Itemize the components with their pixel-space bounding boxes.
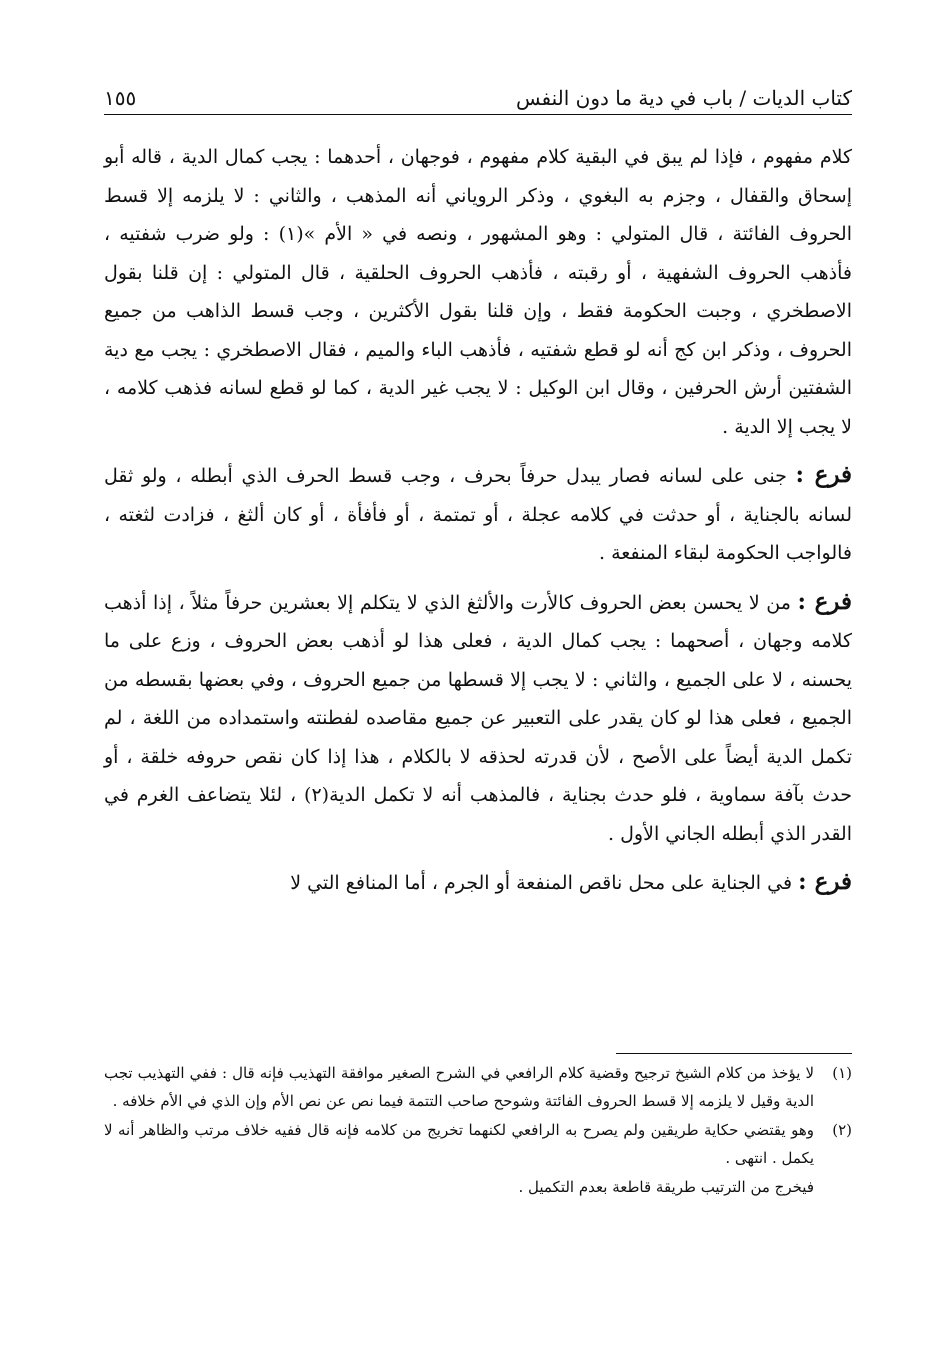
footnote-rule <box>616 1053 852 1054</box>
main-text <box>104 138 852 903</box>
paragraph-2 <box>104 456 852 573</box>
paragraph-4-text: في الجناية على محل ناقص المنفعة أو الجرم ، أما المنافع التي لا <box>290 872 793 894</box>
header-rule <box>104 114 852 115</box>
footnote-2 <box>104 1117 852 1172</box>
footnote-text: وهو يقتضي حكاية طريقين ولم يصرح به الرافعي لكنهما تخريج من كلامه فإنه قال ففيه خلاف مرتب والظاهر أنه لا يكمل . انتهى . <box>104 1121 814 1167</box>
paragraph-2-text: جنى على لسانه فصار يبدل حرفاً بحرف ، وجب قسط الحرف الذي أبطله ، ولو ثقل لسانه بالجناية ، أو حدثت في كلامه عجلة ، أو تمتمة ، أو فأفأة ، أو كان ألثغ ، فزادت لثغته ، فالواجب الحكومة لبقاء المنفعة . <box>104 465 852 564</box>
section-lead-far: فرع : <box>795 461 853 488</box>
paragraph-3 <box>104 583 852 854</box>
running-title: كتاب الديات / باب في دية ما دون النفس <box>516 86 852 110</box>
section-lead-far: فرع : <box>797 587 852 615</box>
paragraph-1: كلام مفهوم ، فإذا لم يبق في البقية كلام مفهوم ، فوجهان ، أحدهما : يجب كمال الدية ، قاله أبو إسحاق والقفال ، وجزم به البغوي ، وذكر الروياني أنه المذهب ، والثاني : لا يلزمه إلا قسط الحروف الفائتة ، قال المتولي : وهو المشهور ، ونصه في « الأم »(١) : ولو ضرب شفتيه ، فأذهب الحروف الشفهية ، أو رقبته ، فأذهب الحروف الحلقية ، قال المتولي : إن قلنا بقول الاصطخري ، وجبت الحكومة فقط ، وإن قلنا بقول الأكثرين ، وجب قسط الذاهب من جميع الحروف ، وذكر ابن كج أنه لو قطع شفتيه ، فأذهب الباء والميم ، فقال الاصطخري : يجب مع دية الشفتين أرش الحرفين ، وقال ابن الوكيل : لا يجب غير الدية ، كما لو قطع لسانه فذهب كلامه ، لا يجب إلا الدية . <box>104 146 852 438</box>
footnote-number: (١) <box>832 1064 852 1082</box>
footnote-text: لا يؤخذ من كلام الشيخ ترجيح وقضية كلام الرافعي في الشرح الصغير موافقة التهذيب فإنه قال : ففي التهذيب تجب الدية وقيل لا يلزمه إلا قسط الحروف الفائتة وشوحح صاحب التتمة فيما نص عن نص الأم وإن الذي في الأم خلافه . <box>104 1064 814 1110</box>
paragraph-4 <box>104 863 852 903</box>
footnote-2-continuation: فيخرج من الترتيب طريقة قاطعة بعدم التكميل . <box>518 1178 814 1196</box>
page-header <box>104 70 852 110</box>
paragraph-3-text: من لا يحسن بعض الحروف كالأرت والألثغ الذي لا يتكلم إلا بعشرين حرفاً مثلاً ، إذا أذهب كلامه وجهان ، أصحهما : يجب كمال الدية ، فعلى هذا لو أذهب بعض الحروف ، وزع على ما يحسنه ، لا على الجميع ، والثاني : لا يجب إلا قسطها من جميع الحروف ، وفي بعضها بقسطه من الجميع ، فعلى هذا لو كان يقدر على التعبير عن جميع مقاصده لفطنته واستمداده من اللغة ، لم تكمل الدية أيضاً على الأصح ، لأن قدرته لحذقه لا بالكلام ، هذا إذا كان نقص حروفه خلقة ، أو حدث بآفة سماوية ، فلو حدث بجناية ، فالمذهب أنه لا تكمل الدية(٢) ، لئلا يتضاعف الغرم في القدر الذي أبطله الجاني الأول . <box>104 591 852 845</box>
section-lead-far: فرع : <box>798 868 852 895</box>
footnote-1 <box>104 1060 852 1115</box>
footnotes <box>104 1060 852 1202</box>
page-number: ١٥٥ <box>104 86 137 110</box>
footnote-number: (٢) <box>832 1121 852 1139</box>
